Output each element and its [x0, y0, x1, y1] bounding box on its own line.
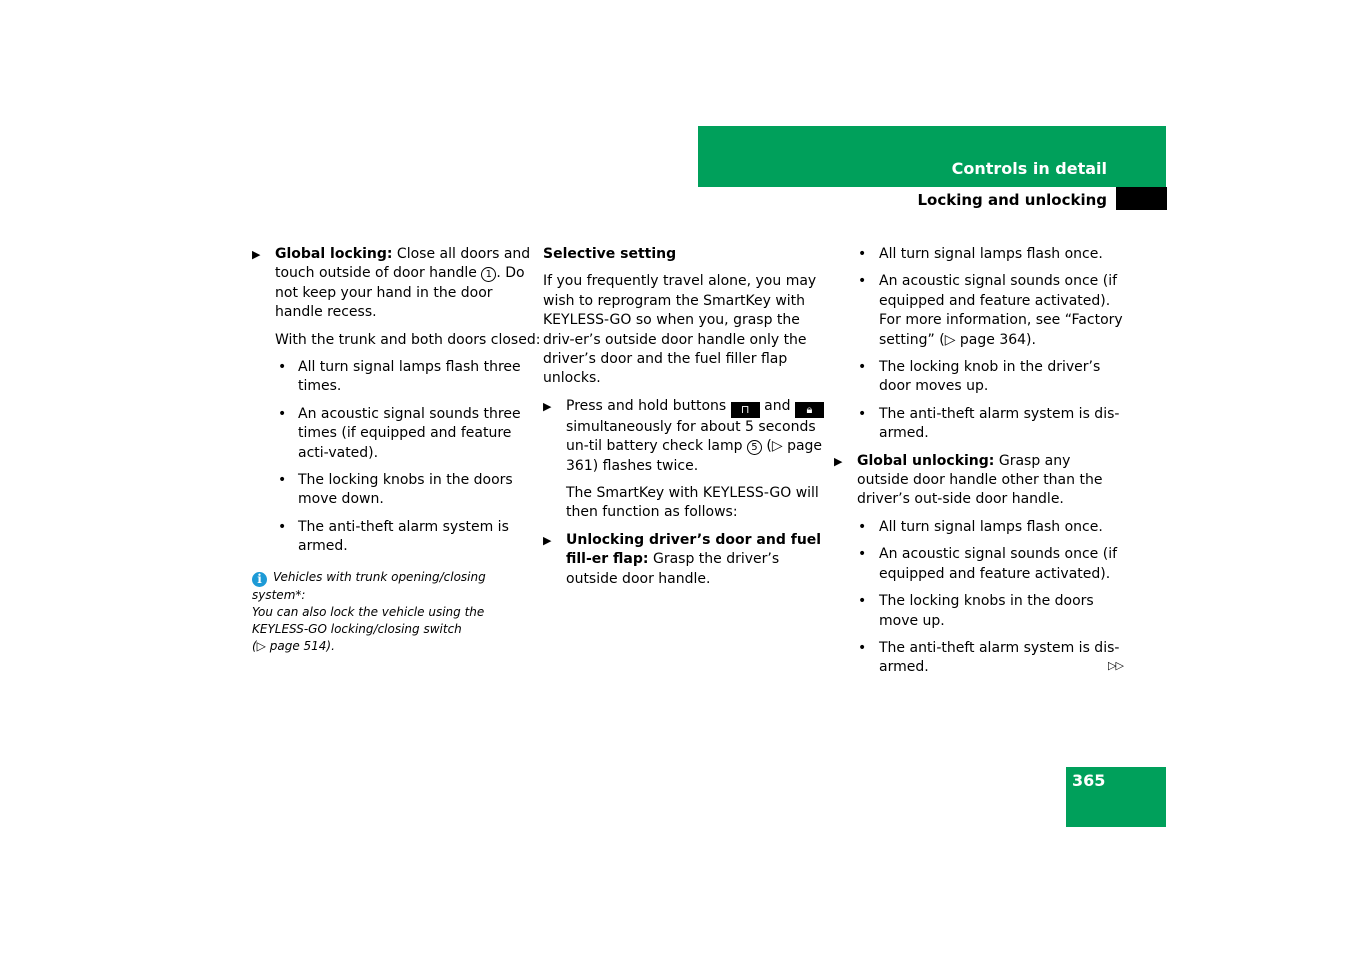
- arrow-bullet-icon: ▶: [543, 533, 552, 547]
- instruction-global-locking: [252, 245, 542, 323]
- note-page-ref: (▷ page 514).: [252, 638, 335, 653]
- instruction-label: Unlocking driver’s door and fuel fill-er flap:: [566, 531, 822, 568]
- list-item: • The locking knobs in the doors move down.: [278, 472, 513, 508]
- instruction-label: Global locking:: [275, 246, 393, 262]
- condition-text: With the trunk and both doors closed:: [275, 331, 541, 348]
- list-item: • All turn signal lamps flash three times.: [278, 359, 521, 395]
- instruction-text: Close all doors and touch outside of door handle: [275, 246, 531, 282]
- list-item: • An acoustic signal sounds once (if equipped and feature activated). For more information, see “Factory setting” (▷ page 364).: [858, 273, 1123, 348]
- info-icon: i: [252, 572, 267, 587]
- page-number: 365: [1072, 771, 1106, 790]
- list-item: • All turn signal lamps flash once.: [858, 518, 1103, 535]
- list-item: • The anti-theft alarm system is dis-armed.: [858, 639, 1120, 676]
- column-2: [543, 245, 833, 597]
- list-item: • The locking knobs in the doors move up.: [858, 593, 1094, 629]
- note-text: Vehicles with trunk opening/closing system*:: [252, 569, 486, 602]
- column-1: [252, 245, 542, 655]
- note-text: You can also lock the vehicle using the KEYLESS-GO locking/closing switch: [252, 604, 485, 636]
- function-text: The SmartKey with KEYLESS-GO will then function as follows:: [566, 485, 819, 521]
- section-title: Controls in detail: [951, 159, 1107, 178]
- list-item: • The anti-theft alarm system is armed.: [278, 518, 509, 555]
- callout-number: 1: [481, 267, 496, 282]
- instruction-label: Global unlocking:: [857, 452, 995, 469]
- list-item: • The anti-theft alarm system is dis-armed.: [858, 405, 1120, 442]
- column-3: [834, 245, 1124, 686]
- list-item: • An acoustic signal sounds three times (if equipped and feature acti-vated).: [278, 405, 521, 461]
- list-item: • All turn signal lamps flash once.: [858, 246, 1103, 262]
- instruction-unlocking-driver: ▶ Unlocking driver’s door and fuel fill-er flap: Grasp the driver’s outside door handle.: [543, 531, 822, 587]
- subsection-title: Locking and unlocking: [917, 191, 1107, 209]
- continued-icon: ▷▷: [1108, 659, 1123, 672]
- lock-icon: 🔒︎: [795, 402, 824, 418]
- selective-setting-heading: Selective setting: [543, 246, 677, 262]
- instruction-text: . Do not keep your hand in the door handle recess.: [275, 265, 525, 321]
- arrow-bullet-icon: ▶: [543, 399, 552, 413]
- instruction-global-unlocking: ▶ Global unlocking: Grasp any outside door handle other than the driver’s out-side door handle.: [834, 452, 1103, 508]
- callout-number: 5: [747, 440, 762, 455]
- arrow-bullet-icon: ▶: [252, 248, 261, 261]
- intro-paragraph: If you frequently travel alone, you may wish to reprogram the SmartKey with KEYLESS-GO so when you, grasp the driv-er’s outside door handle only the driver’s door and the fuel filler flap unlocks.: [543, 273, 817, 387]
- unlock-icon: ⊓: [731, 402, 760, 418]
- list-item: • The locking knob in the driver’s door moves up.: [858, 359, 1101, 395]
- info-note: [252, 569, 492, 655]
- header-tab-marker: [1116, 187, 1167, 210]
- instruction-press-hold: ▶ Press and hold buttons ⊓ and 🔒︎ simultaneously for about 5 seconds un-til battery check lamp 5 (▷ page 361) flashes twice.: [543, 397, 823, 474]
- arrow-bullet-icon: ▶: [834, 454, 843, 468]
- list-item: • An acoustic signal sounds once (if equipped and feature activated).: [858, 546, 1118, 582]
